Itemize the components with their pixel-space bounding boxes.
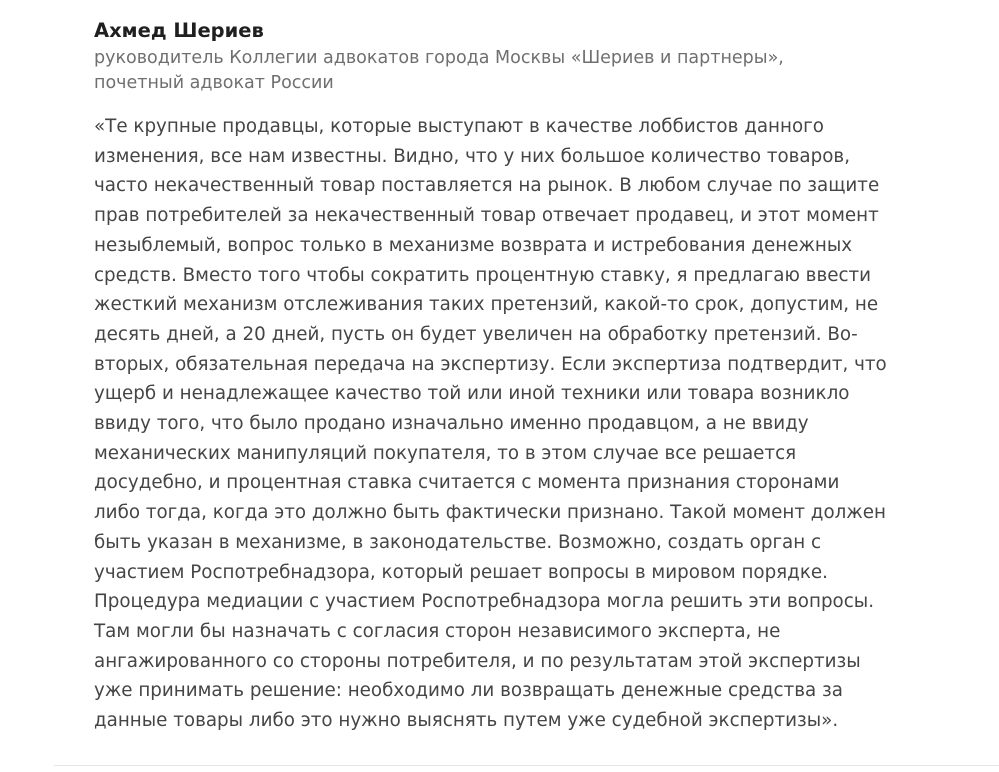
quote-line: часто некачественный товар поставляется на рынок. В любом случае по защите <box>94 175 880 197</box>
quote-line: ангажированного со стороны потребителя, и по результатам этой экспертизы <box>94 650 861 672</box>
author-position-line: руководитель Коллегии адвокатов города Москвы «Шериев и партнеры», <box>94 48 784 68</box>
quote-line: уже принимать решение: необходимо ли возвращать денежные средства за <box>94 680 843 702</box>
quote-line: изменения, все нам известны. Видно, что у них большое количество товаров, <box>94 145 851 167</box>
quote-text <box>94 112 954 736</box>
quote-line: быть указан в механизме, в законодательстве. Возможно, создать орган с <box>94 531 822 553</box>
quote-line: данные товары либо это нужно выяснять путем уже судебной экспертизы». <box>94 710 839 732</box>
quote-line: незыблемый, вопрос только в механизме возврата и истребования денежных <box>94 234 853 256</box>
quote-line: жесткий механизм отслеживания таких претензий, какой-то срок, допустим, не <box>94 294 879 316</box>
quote-line: ущерб и ненадлежащее качество той или иной техники или товара возникло <box>94 383 850 405</box>
quote-line: механических манипуляций покупателя, то в этом случае все решается <box>94 442 797 464</box>
quote-line: «Те крупные продавцы, которые выступают в качестве лоббистов данного <box>94 116 824 137</box>
quote-line: Процедура медиации с участием Роспотребнадзора могла решить эти вопросы. <box>94 591 875 613</box>
quote-line: досудебно, и процентная ставка считается с момента признания сторонами <box>94 472 840 494</box>
quote-line: участием Роспотребнадзора, который решает вопросы в мировом порядке. <box>94 561 828 583</box>
quote-line: средств. Вместо того чтобы сократить процентную ставку, я предлагаю ввести <box>94 264 872 286</box>
quote-line: прав потребителей за некачественный товар отвечает продавец, и этот момент <box>94 205 879 227</box>
author-position-line: почетный адвокат России <box>94 73 334 93</box>
bottom-divider <box>54 765 999 766</box>
author-name: Ахмед Шериев <box>94 19 264 42</box>
expert-quote-card <box>94 16 954 736</box>
quote-line: десять дней, а 20 дней, пусть он будет увеличен на обработку претензий. Во- <box>94 323 858 345</box>
quote-line: либо тогда, когда это должно быть фактически признано. Такой момент должен <box>94 502 886 524</box>
quote-line: вторых, обязательная передача на экспертизу. Если экспертиза подтвердит, что <box>94 353 887 375</box>
author-position <box>94 46 954 96</box>
quote-line: Там могли бы назначать с согласия сторон независимого эксперта, не <box>94 620 781 642</box>
quote-line: ввиду того, что было продано изначально именно продавцом, а не ввиду <box>94 413 809 435</box>
